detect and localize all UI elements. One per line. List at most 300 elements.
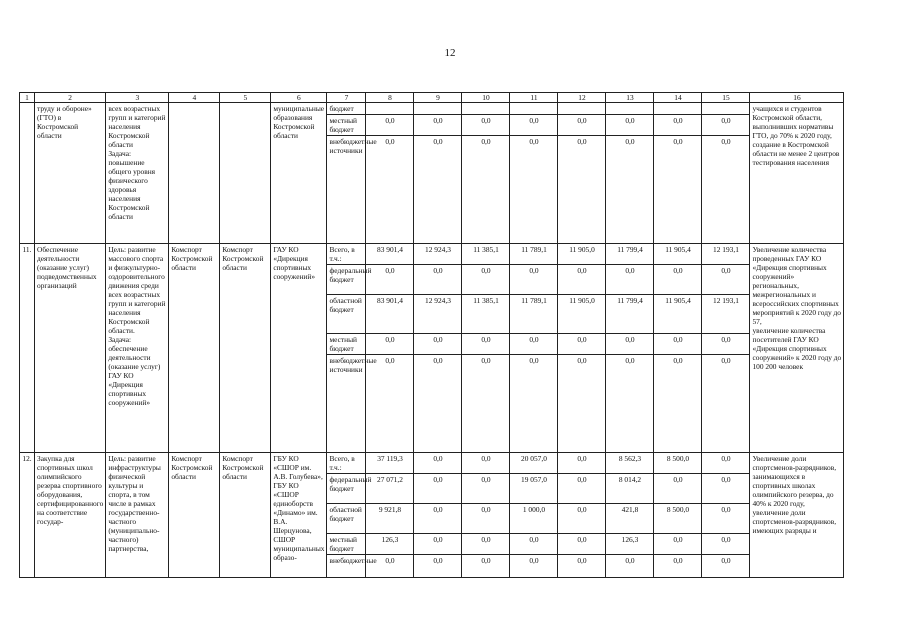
budget-line bbox=[606, 453, 653, 474]
funding-amount: 8 500,0 bbox=[666, 454, 690, 463]
funding-amount: 0,0 bbox=[654, 334, 701, 355]
funding-amount: 0,0 bbox=[462, 534, 509, 555]
funding-amount: 0,0 bbox=[462, 474, 509, 504]
funding-amount: 0,0 bbox=[654, 136, 701, 244]
budget-line bbox=[414, 474, 461, 504]
budget-line bbox=[558, 334, 605, 355]
funding-amount: 0,0 bbox=[462, 504, 509, 534]
budget-line bbox=[654, 504, 701, 534]
budget-line bbox=[510, 244, 557, 265]
funding-amount: 11 905,0 bbox=[569, 245, 595, 254]
funding-amount: 0,0 bbox=[702, 334, 749, 355]
program-table bbox=[19, 92, 844, 578]
budget-subtable bbox=[462, 103, 509, 243]
co-executor bbox=[220, 103, 271, 244]
funding-amount: 0,0 bbox=[462, 265, 509, 295]
row-number: 11. bbox=[20, 244, 35, 453]
budget-line bbox=[414, 265, 461, 295]
budget-line bbox=[558, 115, 605, 136]
budget-line bbox=[702, 265, 749, 295]
funding-year-column bbox=[606, 244, 654, 453]
budget-subtable bbox=[510, 453, 557, 577]
funding-source: областной бюджет bbox=[327, 504, 365, 534]
funding-amount: 12 924,3 bbox=[425, 245, 451, 254]
budget-line bbox=[702, 474, 749, 504]
funding-year-column bbox=[558, 453, 606, 578]
budget-line bbox=[702, 355, 749, 453]
budget-line bbox=[558, 474, 605, 504]
budget-line bbox=[606, 115, 653, 136]
budget-line bbox=[606, 504, 653, 534]
budget-line bbox=[606, 103, 653, 115]
funding-amount: 20 057,0 bbox=[521, 454, 547, 463]
budget-subtable bbox=[327, 453, 377, 577]
budget-line bbox=[462, 244, 509, 265]
budget-line bbox=[702, 453, 749, 474]
funding-amount: 0,0 bbox=[414, 474, 461, 504]
funding-source: внебюджетные bbox=[327, 555, 365, 578]
funding-amount: 0,0 bbox=[414, 136, 461, 244]
funding-source: местный бюджет bbox=[327, 334, 365, 355]
budget-line bbox=[327, 103, 365, 115]
funding-amount: 11 905,4 bbox=[654, 295, 701, 334]
funding-amount: 9 921,8 bbox=[366, 504, 413, 534]
budget-line bbox=[366, 136, 413, 244]
budget-line bbox=[606, 295, 653, 334]
funding-amount: 0,0 bbox=[558, 334, 605, 355]
funding-amount: 11 789,1 bbox=[521, 245, 547, 254]
funding-amount: 0,0 bbox=[654, 474, 701, 504]
funding-amount: 0,0 bbox=[702, 115, 749, 136]
budget-line bbox=[510, 295, 557, 334]
funding-source: федеральный бюджет bbox=[327, 265, 365, 295]
funding-amount: 0,0 bbox=[510, 334, 557, 355]
column-number: 14 bbox=[654, 93, 702, 103]
budget-line bbox=[366, 534, 413, 555]
budget-line bbox=[366, 244, 413, 265]
funding-amount: 11 799,4 bbox=[606, 295, 653, 334]
funding-amount: 11 799,4 bbox=[617, 245, 643, 254]
budget-line bbox=[327, 474, 365, 504]
funding-source: внебюджетные источники bbox=[327, 136, 365, 244]
funding-amount: 126,3 bbox=[606, 534, 653, 555]
funding-source: бюджет bbox=[329, 104, 354, 113]
budget-line bbox=[462, 453, 509, 474]
funding-source: федеральный бюджет bbox=[327, 474, 365, 504]
budget-line bbox=[654, 295, 701, 334]
funding-amount: 0,0 bbox=[414, 555, 461, 578]
funding-year-column bbox=[414, 453, 462, 578]
funding-amount: 0,0 bbox=[414, 534, 461, 555]
column-number-row bbox=[20, 93, 844, 103]
page-number: 12 bbox=[444, 47, 456, 59]
funding-amount: 0,0 bbox=[366, 265, 413, 295]
funding-year-column bbox=[462, 103, 510, 244]
expected-result: учащихся и студентов Костромской области, выполнивших нормативы ГТО, до 70% к 2020 году, создание в Костромской области не менее 2 центров тестирования населения bbox=[750, 103, 844, 244]
funding-amount: 0,0 bbox=[462, 355, 509, 453]
budget-line bbox=[327, 115, 365, 136]
responsible-executor: Комспорт Костромской области bbox=[169, 453, 220, 578]
budget-line bbox=[327, 504, 365, 534]
budget-line bbox=[366, 453, 413, 474]
funding-amount: 0,0 bbox=[702, 534, 749, 555]
funding-year-column bbox=[702, 244, 750, 453]
funding-amount: 0,0 bbox=[606, 265, 653, 295]
responsible-executor: Комспорт Костромской области bbox=[169, 244, 220, 453]
budget-line bbox=[327, 555, 365, 578]
measure-name: труду и обороне» (ГТО) в Костромской области bbox=[35, 103, 106, 244]
column-number: 16 bbox=[750, 93, 844, 103]
budget-line bbox=[606, 244, 653, 265]
funding-amount: 0,0 bbox=[558, 115, 605, 136]
funding-year-column bbox=[510, 453, 558, 578]
budget-line bbox=[606, 334, 653, 355]
funding-source-column bbox=[327, 103, 377, 244]
funding-amount: 0,0 bbox=[462, 334, 509, 355]
funding-amount: 0,0 bbox=[462, 115, 509, 136]
funding-amount: 0,0 bbox=[606, 115, 653, 136]
funding-year-column bbox=[606, 453, 654, 578]
funding-amount: 0,0 bbox=[510, 534, 557, 555]
budget-line bbox=[558, 555, 605, 578]
budget-subtable bbox=[654, 453, 701, 577]
funding-amount: 11 905,0 bbox=[558, 295, 605, 334]
participant: ГАУ КО «Дирекция спортивных сооружений» bbox=[271, 244, 327, 453]
budget-line bbox=[510, 355, 557, 453]
budget-subtable bbox=[606, 244, 653, 452]
funding-amount: 0,0 bbox=[414, 355, 461, 453]
budget-line bbox=[366, 115, 413, 136]
budget-line bbox=[606, 355, 653, 453]
funding-amount: 0,0 bbox=[558, 265, 605, 295]
budget-line bbox=[327, 265, 365, 295]
budget-line bbox=[414, 355, 461, 453]
funding-amount: 0,0 bbox=[558, 136, 605, 244]
budget-line bbox=[366, 474, 413, 504]
funding-source: Всего, в т.ч.: bbox=[329, 454, 355, 472]
budget-line bbox=[462, 265, 509, 295]
budget-line bbox=[366, 504, 413, 534]
budget-line bbox=[702, 103, 749, 115]
funding-amount bbox=[558, 103, 605, 115]
funding-year-column bbox=[414, 244, 462, 453]
funding-amount: 0,0 bbox=[558, 504, 605, 534]
column-number: 9 bbox=[414, 93, 462, 103]
budget-line bbox=[510, 115, 557, 136]
budget-line bbox=[366, 334, 413, 355]
budget-line bbox=[510, 265, 557, 295]
funding-amount: 0,0 bbox=[654, 555, 701, 578]
funding-source: местный бюджет bbox=[327, 115, 365, 136]
budget-subtable bbox=[510, 103, 557, 243]
funding-amount: 0,0 bbox=[414, 115, 461, 136]
funding-year-column bbox=[702, 103, 750, 244]
column-number: 1 bbox=[20, 93, 35, 103]
funding-amount: 0,0 bbox=[558, 474, 605, 504]
column-number: 8 bbox=[366, 93, 414, 103]
funding-amount: 0,0 bbox=[462, 555, 509, 578]
funding-amount bbox=[510, 103, 557, 115]
funding-amount: 0,0 bbox=[558, 555, 605, 578]
goal-task: Цель: развитие инфраструктуры физической культуры и спорта, в том числе в рамках государственно-частного (муниципально-частного) партнерства, bbox=[106, 453, 169, 578]
budget-line bbox=[462, 103, 509, 115]
column-number: 5 bbox=[220, 93, 271, 103]
budget-line bbox=[327, 355, 365, 453]
budget-line bbox=[327, 136, 365, 244]
funding-amount: 126,3 bbox=[366, 534, 413, 555]
budget-subtable bbox=[606, 103, 653, 243]
funding-amount: 0,0 bbox=[702, 355, 749, 453]
budget-subtable bbox=[702, 244, 749, 452]
funding-year-column bbox=[558, 103, 606, 244]
funding-amount: 0,0 bbox=[366, 115, 413, 136]
expected-result: Увеличение доли спортсменов-разрядников, занимающихся в спортивных школах олимпийского резерва, до 40% к 2020 году, увеличение доли спортсменов-разрядников, имеющих разряды и bbox=[750, 453, 844, 578]
budget-line bbox=[606, 555, 653, 578]
budget-subtable bbox=[558, 244, 605, 452]
funding-amount: 0,0 bbox=[702, 136, 749, 244]
budget-line bbox=[606, 474, 653, 504]
budget-subtable bbox=[558, 103, 605, 243]
funding-amount: 83 901,4 bbox=[366, 295, 413, 334]
funding-amount: 0,0 bbox=[481, 454, 491, 463]
funding-source: Всего, в т.ч.: bbox=[329, 245, 355, 263]
funding-amount: 0,0 bbox=[510, 265, 557, 295]
funding-year-column bbox=[606, 103, 654, 244]
budget-line bbox=[327, 295, 365, 334]
funding-amount: 0,0 bbox=[606, 555, 653, 578]
budget-line bbox=[510, 334, 557, 355]
funding-source-column bbox=[327, 453, 377, 578]
co-executor: Комспорт Костромской области bbox=[220, 453, 271, 578]
funding-amount: 11 385,1 bbox=[473, 245, 499, 254]
budget-line bbox=[558, 244, 605, 265]
column-number: 4 bbox=[169, 93, 220, 103]
row-number: 12. bbox=[20, 453, 35, 578]
funding-amount bbox=[462, 103, 509, 115]
funding-amount: 0,0 bbox=[558, 355, 605, 453]
funding-amount: 0,0 bbox=[462, 136, 509, 244]
funding-year-column bbox=[462, 244, 510, 453]
funding-amount: 8 014,2 bbox=[606, 474, 653, 504]
budget-subtable bbox=[702, 453, 749, 577]
funding-amount: 19 057,0 bbox=[510, 474, 557, 504]
budget-line bbox=[510, 136, 557, 244]
budget-subtable bbox=[606, 453, 653, 577]
budget-line bbox=[702, 504, 749, 534]
funding-year-column bbox=[510, 244, 558, 453]
table-row bbox=[20, 453, 844, 578]
budget-subtable bbox=[414, 103, 461, 243]
budget-line bbox=[414, 115, 461, 136]
budget-line bbox=[327, 334, 365, 355]
responsible-executor bbox=[169, 103, 220, 244]
funding-year-column bbox=[558, 244, 606, 453]
budget-subtable bbox=[462, 244, 509, 452]
budget-line bbox=[462, 534, 509, 555]
budget-subtable bbox=[510, 244, 557, 452]
budget-line bbox=[462, 504, 509, 534]
budget-subtable bbox=[327, 103, 377, 243]
funding-amount: 0,0 bbox=[558, 534, 605, 555]
budget-line bbox=[606, 136, 653, 244]
funding-amount: 0,0 bbox=[721, 454, 731, 463]
budget-subtable bbox=[366, 103, 413, 243]
budget-line bbox=[327, 244, 365, 265]
budget-line bbox=[558, 136, 605, 244]
table-row bbox=[20, 103, 844, 244]
budget-line bbox=[462, 355, 509, 453]
budget-line bbox=[654, 555, 701, 578]
budget-line bbox=[414, 136, 461, 244]
funding-amount: 0,0 bbox=[577, 454, 587, 463]
budget-line bbox=[654, 355, 701, 453]
budget-subtable bbox=[414, 244, 461, 452]
funding-amount: 12 193,1 bbox=[713, 245, 739, 254]
funding-amount: 11 789,1 bbox=[510, 295, 557, 334]
funding-amount bbox=[702, 103, 749, 115]
budget-subtable bbox=[654, 103, 701, 243]
budget-line bbox=[462, 295, 509, 334]
funding-amount: 0,0 bbox=[606, 136, 653, 244]
column-number: 7 bbox=[327, 93, 366, 103]
funding-year-column bbox=[366, 103, 414, 244]
budget-line bbox=[462, 136, 509, 244]
funding-year-column bbox=[654, 453, 702, 578]
co-executor: Комспорт Костромской области bbox=[220, 244, 271, 453]
funding-amount: 8 500,0 bbox=[654, 504, 701, 534]
funding-amount: 0,0 bbox=[366, 334, 413, 355]
budget-line bbox=[462, 555, 509, 578]
funding-amount: 0,0 bbox=[702, 474, 749, 504]
budget-line bbox=[414, 103, 461, 115]
budget-line bbox=[606, 265, 653, 295]
budget-subtable bbox=[414, 453, 461, 577]
funding-year-column bbox=[462, 453, 510, 578]
funding-amount: 12 924,3 bbox=[414, 295, 461, 334]
budget-line bbox=[558, 534, 605, 555]
budget-line bbox=[702, 555, 749, 578]
budget-line bbox=[702, 534, 749, 555]
budget-line bbox=[327, 453, 365, 474]
funding-source: внебюджетные источники bbox=[327, 355, 365, 453]
budget-line bbox=[558, 504, 605, 534]
column-number: 13 bbox=[606, 93, 654, 103]
column-number: 10 bbox=[462, 93, 510, 103]
funding-year-column bbox=[366, 244, 414, 453]
funding-source: областной бюджет bbox=[327, 295, 365, 334]
expected-result: Увеличение количества проведенных ГАУ КО «Дирекция спортивных сооружений» региональных, межрегиональных и всероссийских спортивных мероприятий к 2020 году до 57, увеличение количества посетителей ГАУ КО «Дирекция спортивных сооружений» к 2020 году до 100 200 человек bbox=[750, 244, 844, 453]
budget-line bbox=[558, 295, 605, 334]
budget-line bbox=[327, 534, 365, 555]
budget-line bbox=[414, 504, 461, 534]
funding-amount: 0,0 bbox=[510, 136, 557, 244]
budget-subtable bbox=[366, 244, 413, 452]
budget-line bbox=[702, 334, 749, 355]
budget-line bbox=[654, 474, 701, 504]
funding-amount: 83 901,4 bbox=[377, 245, 403, 254]
budget-line bbox=[462, 334, 509, 355]
funding-amount bbox=[366, 103, 413, 115]
budget-line bbox=[558, 453, 605, 474]
budget-subtable bbox=[654, 244, 701, 452]
funding-amount bbox=[606, 103, 653, 115]
funding-amount: 12 193,1 bbox=[702, 295, 749, 334]
funding-amount: 0,0 bbox=[366, 136, 413, 244]
funding-amount: 0,0 bbox=[606, 334, 653, 355]
funding-year-column bbox=[702, 453, 750, 578]
column-number: 11 bbox=[510, 93, 558, 103]
table-row bbox=[20, 244, 844, 453]
budget-line bbox=[558, 103, 605, 115]
budget-line bbox=[462, 474, 509, 504]
funding-amount: 8 562,3 bbox=[618, 454, 642, 463]
funding-amount: 0,0 bbox=[510, 355, 557, 453]
funding-amount: 0,0 bbox=[366, 355, 413, 453]
budget-line bbox=[654, 115, 701, 136]
budget-line bbox=[510, 474, 557, 504]
row-number bbox=[20, 103, 35, 244]
column-number: 2 bbox=[35, 93, 106, 103]
budget-line bbox=[606, 534, 653, 555]
measure-name: Закупка для спортивных школ олимпийского резерва спортивного оборудования, сертифицированного на соответствие государ- bbox=[35, 453, 106, 578]
budget-line bbox=[414, 334, 461, 355]
funding-amount: 0,0 bbox=[654, 115, 701, 136]
budget-subtable bbox=[558, 453, 605, 577]
goal-task: всех возрастных групп и категорий населения Костромской области Задача: повышение общего уровня физического здоровья населения Костромской области bbox=[106, 103, 169, 244]
funding-amount: 0,0 bbox=[510, 555, 557, 578]
funding-amount: 421,8 bbox=[606, 504, 653, 534]
budget-line bbox=[654, 453, 701, 474]
budget-line bbox=[654, 534, 701, 555]
budget-line bbox=[558, 355, 605, 453]
funding-amount: 0,0 bbox=[414, 265, 461, 295]
funding-amount: 0,0 bbox=[702, 504, 749, 534]
funding-source-column bbox=[327, 244, 377, 453]
funding-source: местный бюджет bbox=[327, 534, 365, 555]
budget-subtable bbox=[702, 103, 749, 243]
budget-line bbox=[366, 295, 413, 334]
funding-amount: 1 000,0 bbox=[510, 504, 557, 534]
funding-amount: 37 119,3 bbox=[377, 454, 403, 463]
budget-line bbox=[510, 534, 557, 555]
funding-amount: 0,0 bbox=[510, 115, 557, 136]
measure-name: Обеспечение деятельности (оказание услуг) подведомственных организаций bbox=[35, 244, 106, 453]
column-number: 12 bbox=[558, 93, 606, 103]
budget-line bbox=[510, 504, 557, 534]
budget-line bbox=[462, 115, 509, 136]
funding-amount: 11 905,4 bbox=[665, 245, 691, 254]
participant: муниципальные образования Костромской области bbox=[271, 103, 327, 244]
budget-line bbox=[414, 453, 461, 474]
budget-line bbox=[414, 244, 461, 265]
budget-line bbox=[702, 115, 749, 136]
budget-line bbox=[414, 534, 461, 555]
budget-line bbox=[654, 265, 701, 295]
funding-amount: 0,0 bbox=[414, 334, 461, 355]
budget-line bbox=[654, 103, 701, 115]
funding-amount: 0,0 bbox=[366, 555, 413, 578]
column-number: 6 bbox=[271, 93, 327, 103]
budget-line bbox=[510, 555, 557, 578]
funding-amount: 27 071,2 bbox=[366, 474, 413, 504]
column-number: 3 bbox=[106, 93, 169, 103]
participant: ГБУ КО «СШОР им. А.В. Голубева», ГБУ КО «СШОР единоборств «Динамо» им. В.А. Шерцунова, СШОР муниципальных образо- bbox=[271, 453, 327, 578]
funding-amount: 0,0 bbox=[654, 355, 701, 453]
budget-line bbox=[366, 265, 413, 295]
funding-year-column bbox=[654, 103, 702, 244]
budget-subtable bbox=[327, 244, 377, 452]
budget-line bbox=[702, 136, 749, 244]
